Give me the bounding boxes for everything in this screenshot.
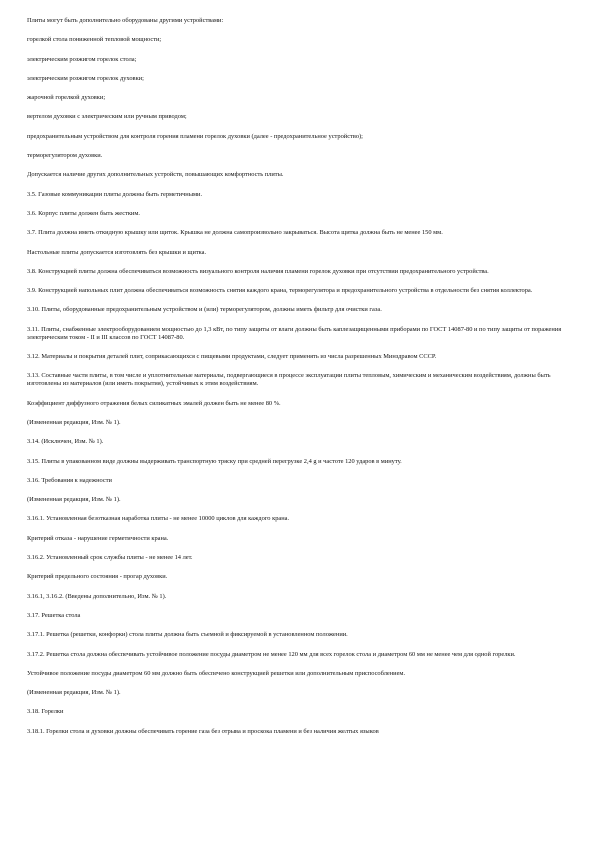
- section-3-14: 3.14. (Исключен, Изм. № 1).: [27, 438, 104, 446]
- section-3-12: 3.12. Материалы и покрытия деталей плит, соприкасающихся с пищевыми продуктами, следует применять из числа разрешенных Минздравом СССР.: [27, 353, 437, 361]
- paragraph: Настольные плиты допускается изготовлять без крышки и щитка.: [27, 248, 207, 256]
- paragraph: горелкой стола пониженной тепловой мощности;: [27, 36, 162, 44]
- paragraph: Плиты могут быть дополнительно оборудованы другими устройствами:: [27, 17, 224, 24]
- paragraph: терморегулятором духовки.: [27, 152, 103, 160]
- section-3-8: 3.8. Конструкцией плиты должна обеспечиваться возможность визуального контроля наличия пламени горелок духовки при отсутствии предохранительного устройства.: [27, 267, 489, 275]
- paragraph: электрическим розжигом горелок духовки;: [27, 74, 144, 82]
- amendment-note: (Измененная редакция, Изм. № 1).: [27, 496, 121, 504]
- section-3-10: 3.10. Плиты, оборудованные предохранительным устройством и (или) терморегулятором, должны иметь фильтр для очистки газа.: [27, 306, 382, 314]
- section-3-18-heading: 3.18. Горелки: [27, 708, 64, 716]
- section-3-15: 3.15. Плиты в упакованном виде должны выдерживать транспортную тряску при средней перегрузке 2,4 g и частоте 120 ударов в минуту.: [27, 457, 402, 465]
- section-3-16-2: 3.16.2. Установленный срок службы плиты - не менее 14 лет.: [27, 554, 193, 562]
- section-3-5: 3.5. Газовые коммуникации плиты должны быть герметичными.: [27, 190, 203, 198]
- section-3-17-1: 3.17.1. Решетка (решетки, конфорки) стола плиты должна быть съемной и фиксируемой в установленном положении.: [27, 631, 348, 639]
- paragraph: Критерий отказа - нарушение герметичности крана.: [27, 534, 169, 542]
- paragraph: жарочной горелкой духовки;: [27, 94, 106, 102]
- section-3-16-heading: 3.16. Требования к надежности: [27, 476, 112, 484]
- section-3-17-heading: 3.17. Решетка стола: [27, 611, 81, 619]
- amendment-note: (Измененная редакция, Изм. № 1).: [27, 689, 121, 697]
- paragraph: предохранительным устройством для контроля горения пламени горелок духовки (далее - предохранительное устройство);: [27, 132, 363, 140]
- section-3-6: 3.6. Корпус плиты должен быть жестким.: [27, 209, 140, 217]
- section-3-7: 3.7. Плита должна иметь откидную крышку или щиток. Крышка не должна самопроизвольно закрываться. Высота щитка должна быть не менее 150 мм.: [27, 229, 443, 237]
- section-3-11: 3.11. Плиты, снабженные электрооборудованием мощностью до 1,3 кВт, по типу защиты от влаги должны быть каплезащищенными приборами по ГОСТ 14087-80 и по типу защиты от поражения электрическим током - II и III классов по ГОСТ 14087-80.: [27, 325, 562, 341]
- section-3-18-1: 3.18.1. Горелки стола и духовки должны обеспечивать горение газа без отрыва и проскока пламени и без наличия желтых языков: [27, 727, 379, 735]
- amendment-note: 3.16.1, 3.16.2. (Введены дополнительно, Изм. № 1).: [27, 592, 167, 600]
- amendment-note: (Измененная редакция, Изм. № 1).: [27, 418, 121, 426]
- paragraph: Критерий предельного состояния - прогар духовки.: [27, 573, 168, 581]
- section-3-16-1: 3.16.1. Установленная безотказная наработка плиты - не менее 10000 циклов для каждого крана.: [27, 515, 290, 523]
- paragraph: вертелом духовки с электрическим или ручным приводом;: [27, 113, 187, 121]
- section-3-17-2: 3.17.2. Решетка стола должна обеспечивать устойчивое положение посуды диаметром не менее 120 мм для всех горелок стола и диаметром 60 мм не менее чем для одной горелки.: [27, 650, 516, 658]
- paragraph: Коэффициент диффузного отражения белых силикатных эмалей должен быть не менее 80 %.: [27, 399, 281, 407]
- section-3-13: 3.13. Составные части плиты, в том числе и уплотнительные материалы, подвергающиеся в процессе эксплуатации плиты тепловым, химическим и механическим воздействиям, должны быть изготовлены из материалов (или иметь покрытия), устойчивых к этим воздействиям.: [27, 372, 551, 388]
- paragraph: Устойчивое положение посуды диаметром 60 мм должно быть обеспечено конструкцией решетки или дополнительным приспособлением.: [27, 669, 406, 677]
- section-3-9: 3.9. Конструкцией напольных плит должна обеспечиваться возможность снятия каждого крана, терморегулятора и предохранительного устройства в отдельности без снятия коллектора.: [27, 287, 533, 295]
- document-page: [27, 17, 567, 747]
- paragraph: электрическим розжигом горелок стола;: [27, 55, 137, 63]
- paragraph: Допускается наличие других дополнительных устройств, повышающих комфортность плиты.: [27, 171, 284, 179]
